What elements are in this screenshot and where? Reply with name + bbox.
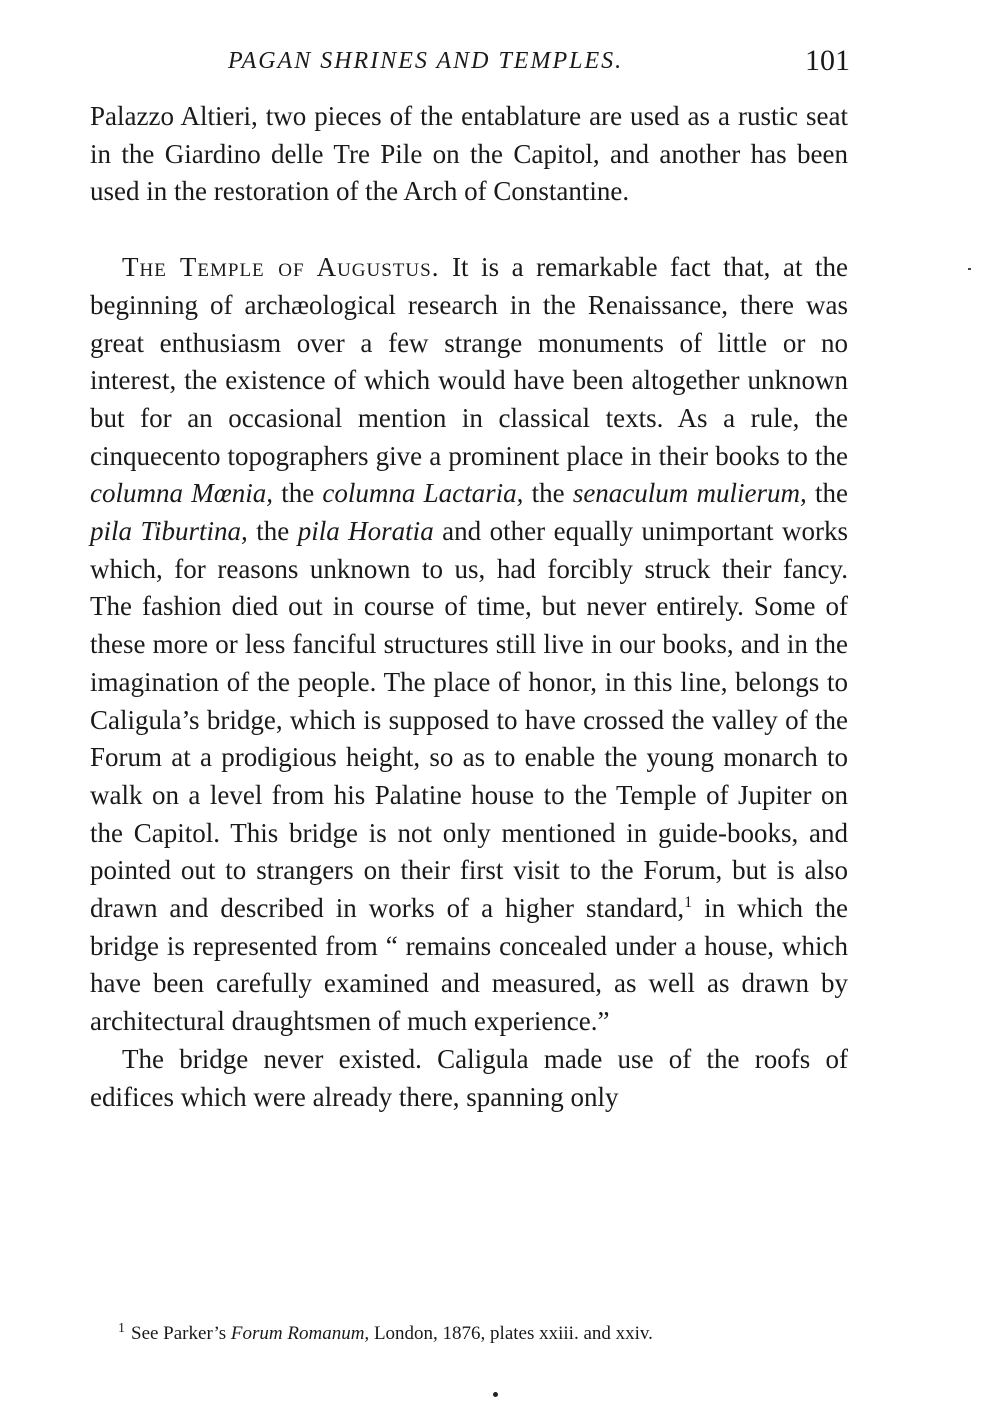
paragraph-text: in which the bridge is represented from “ remains concealed under a house, which have been carefully examined and measured, as well as drawn by architectural draughtsmen of much experience.” (90, 893, 848, 1037)
signature-mark (493, 1392, 498, 1397)
running-title: PAGAN SHRINES AND TEMPLES. (228, 48, 624, 74)
footnote-text: London, 1876, plates xxiii. and xxiv. (369, 1323, 653, 1344)
paragraph-altieri: Palazzo Altieri, two pieces of the entablature are used as a rustic seat in the Giardino delle Tre Pile on the Capitol, and another has been used in the restoration of the Arch of Constantine. (90, 101, 848, 207)
section-heading: The Temple of Augustus. (122, 252, 440, 283)
footnote-mark: 1 (118, 1320, 125, 1336)
italic-term: senaculum mulierum, (572, 478, 807, 509)
body-text (90, 98, 848, 1116)
paragraph-text: and other equally unimportant works which, for reasons unknown to us, had forcibly struck their fancy. The fashion died out in course of time, but never entirely. Some of these more or less fanciful structures still live in our books, and in the imagination of the people. The place of honor, in this line, belongs to Caligula’s bridge, which is supposed to have crossed the valley of the Forum at a prodigious height, so as to enable the young monarch to walk on a level from his Palatine house to the Temple of Jupiter on the Capitol. This bridge is not only mentioned in guide-books, and pointed out to strangers on their first visit to the Forum, but is also drawn and described in works of a higher standard, (90, 516, 848, 924)
footnote-reference[interactable]: 1 (684, 894, 693, 912)
footnote-italic-title: Forum Romanum, (230, 1323, 370, 1344)
italic-term: pila Horatia (297, 516, 434, 547)
italic-term: pila Tiburtina, (90, 516, 248, 547)
paragraph-bridge-never-existed: The bridge never existed. Caligula made use of the roofs of edifices which were already there, spanning only (90, 1043, 848, 1112)
paragraph-temple-of-augustus (90, 249, 848, 1041)
margin-speck (968, 268, 971, 270)
footnote (118, 1322, 848, 1346)
footnote-text: See Parker’s (131, 1323, 231, 1344)
paragraph-text: the (247, 516, 298, 547)
paragraph-text: the (523, 478, 573, 509)
page-number: 101 (805, 44, 850, 77)
paragraph-text: It is a remarkable fact that, at the beginning of archæological research in the Renaissance, there was great enthusiasm over a few strange monuments of little or no interest, the existence of which would have been altogether unknown but for an occasional mention in classical texts. As a rule, the cinquecento topographers give a prominent place in their books to the (90, 252, 848, 471)
paragraph-text: the (272, 478, 323, 509)
italic-term: columna Lactaria, (322, 478, 524, 509)
italic-term: columna Mœnia, (90, 478, 273, 509)
running-head (90, 44, 850, 84)
paragraph-text: the (806, 478, 848, 509)
